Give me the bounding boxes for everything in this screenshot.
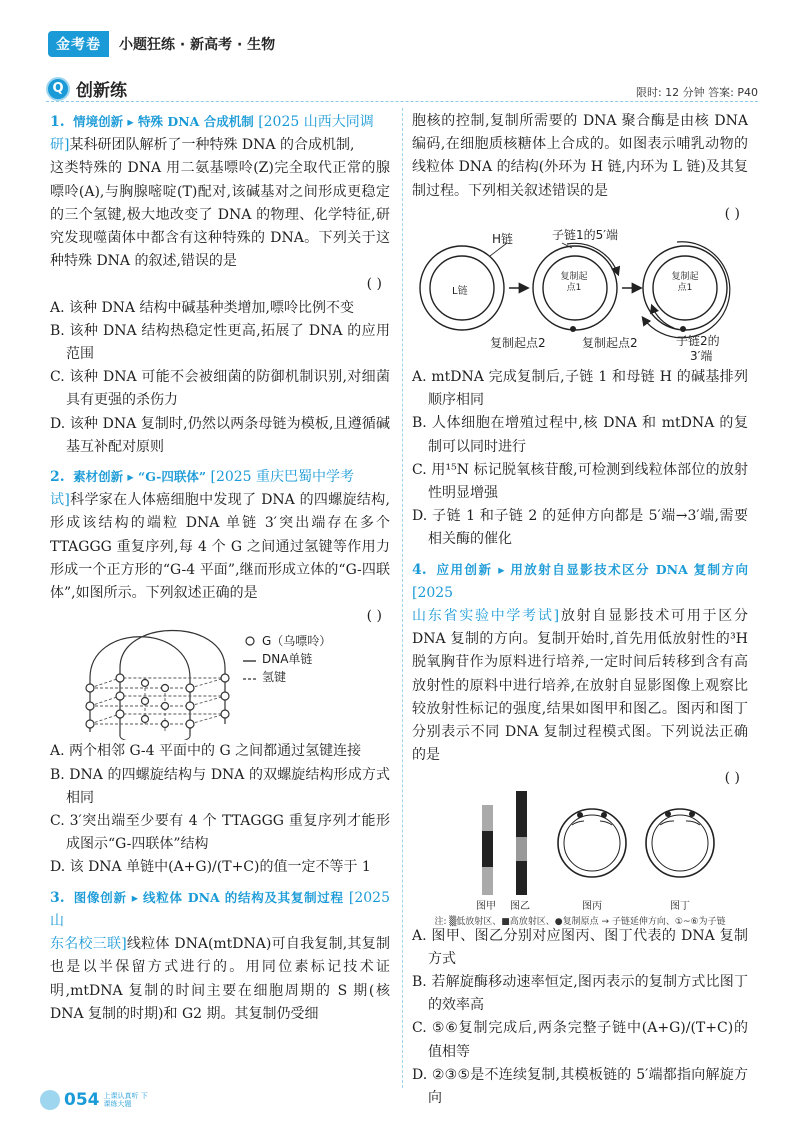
brand-badge: 金考卷: [48, 31, 109, 57]
section-heading: [46, 76, 127, 101]
question-source-cont: 东名校三联]: [50, 936, 127, 953]
label-origin1-b-num: 点1: [677, 283, 693, 294]
question-stem: 放射自显影技术可用于区分 DNA 复制的方向。复制开始时,首先用低放射性的³H 脱氧胸苷作为原料进行培养,一定时间后转移到含有高放射性的原料中进行培养,在放射自显影图像上观察比较放射性标记的强度,结果如图甲和图乙。图丙和图丁分别表示不同 DNA 复制过程模式图。下列说法正确的是: [412, 608, 748, 764]
label-daughter2: 子链2的: [676, 334, 720, 349]
question-source: [2025 山: [50, 889, 390, 929]
option-d: D. 子链 1 和子链 2 的延伸方向都是 5′端→3′端,需要相关酶的催化: [412, 508, 748, 548]
label-daughter2-3end: 3′端: [690, 349, 713, 364]
mascot-icon: [40, 1090, 60, 1110]
caption-fig-yi: 图乙: [510, 900, 530, 912]
label-origin2-a: 复制起点2: [490, 336, 546, 351]
question-source: [2025: [412, 584, 454, 601]
question-4: [412, 558, 748, 1111]
question-source-cont: 试]: [50, 492, 70, 509]
autoradiography-diagram: [412, 791, 748, 909]
label-origin1-num: 点1: [566, 283, 582, 294]
heading-divider: [46, 101, 758, 102]
option-d: D. 该 DNA 单链中(A+G)/(T+C)的值一定不等于 1: [50, 859, 371, 876]
answer-paren: ( ): [724, 770, 740, 787]
option-c: C. 3′突出端至少要有 4 个 TTAGGG 重复序列才能形成图示“G-四联体”结构: [50, 813, 390, 853]
magnifier-icon: Q: [46, 77, 70, 101]
caption-fig-bing: 图丙: [582, 900, 602, 912]
option-a: A. 两个相邻 G-4 平面中的 G 之间都通过氢键连接: [50, 743, 362, 760]
option-a: A. 图甲、图乙分别对应图丙、图丁代表的 DNA 复制方式: [412, 927, 748, 967]
time-limit-note: 限时: 12 分钟 答案: P40: [635, 86, 758, 99]
question-source: [2025 山西大同调: [258, 114, 374, 130]
question-stem: 科学家在人体癌细胞中发现了 DNA 的四螺旋结构,形成该结构的端粒 DNA 单链 3′突出端存在多个 TTAGGG 重复序列,每 4 个 G 之间通过氢键等作用力形成一个正方形的“G-4 平面”,继而形成立体的“G-四联体”,如图所示。下列叙述正确的是: [50, 492, 390, 602]
question-3-cont: [412, 110, 748, 552]
option-d: D. ②③⑤是不连续复制,其模板链的 5′端都指向解旋方向: [412, 1066, 748, 1107]
label-l-chain: L链: [452, 286, 468, 298]
question-tag: 情境创新 ▸ 特殊 DNA 合成机制: [73, 114, 254, 129]
option-a: A. 该种 DNA 结构中碱基种类增加,嘌呤比例不变: [50, 299, 354, 316]
label-h-chain: H链: [492, 232, 514, 247]
option-d: D. 该种 DNA 复制时,仍然以两条母链为模板,且遵循碱基互补配对原则: [50, 415, 390, 455]
question-stem-cont: 这类特殊的 DNA 用二氨基嘌呤(Z)完全取代正常的腺嘌呤(A),与胸腺嘧啶(T)配对,该碱基对之间形成更稳定的三个氢键,极大地改变了 DNA 的物理、化学特征,研究发现噬菌体中都含有这种特殊的 DNA。下列关于这种特殊 DNA 的叙述,错误的是: [50, 160, 390, 270]
question-1: [50, 110, 390, 459]
question-number: 4.: [412, 561, 427, 578]
legend-g: G（乌嘌呤）: [262, 634, 332, 649]
question-number: 1.: [50, 114, 65, 130]
question-stem: 某科研团队解析了一种特殊 DNA 的合成机制,: [69, 137, 355, 154]
option-a: A. mtDNA 完成复制后,子链 1 和母链 H 的碱基排列顺序相同: [412, 369, 748, 409]
question-number: 3.: [50, 889, 65, 906]
page-header: [48, 30, 275, 58]
column-divider: [402, 108, 403, 1088]
series-title: 小题狂练 · 新高考 · 生物: [119, 37, 276, 53]
question-tag: 应用创新 ▸ 用放射自显影技术区分 DNA 复制方向: [436, 561, 748, 577]
option-b: B. 该种 DNA 结构热稳定性更高,拓展了 DNA 的应用范围: [50, 322, 390, 363]
question-2: [50, 465, 390, 880]
g-quadruplex-diagram: [50, 628, 390, 740]
page-number: 054: [64, 1090, 100, 1110]
answer-paren: ( ): [366, 276, 382, 293]
option-c: C. 该种 DNA 可能不会被细菌的防御机制识别,对细菌具有更强的杀伤力: [50, 369, 390, 409]
label-origin2-b: 复制起点2: [582, 336, 638, 351]
question-tag: 素材创新 ▸ “G-四联体”: [73, 469, 207, 485]
legend-dna-strand: DNA单链: [262, 652, 313, 667]
right-column: [412, 110, 748, 1116]
question-source: [2025 重庆巴蜀中学考: [210, 469, 355, 486]
page-slogan: 上课认真听 下课练大题: [103, 1092, 148, 1108]
option-b: B. DNA 的四螺旋结构与 DNA 的双螺旋结构形成方式相同: [50, 766, 390, 806]
autoradiography-figure: [412, 791, 748, 925]
left-column: [50, 110, 390, 1032]
option-c: C. ⑤⑥复制完成后,两条完整子链中(A+G)/(T+C)的值相等: [412, 1020, 748, 1060]
answer-paren: ( ): [366, 608, 382, 625]
question-number: 2.: [50, 469, 65, 486]
mtdna-figure: [412, 226, 748, 366]
answer-paren: ( ): [724, 205, 740, 222]
g-quadruplex-figure: [50, 628, 390, 740]
figure-note: 注: ▒低放射区、■高放射区、●复制原点 → 子链延伸方向、①~⑥为子链: [434, 916, 726, 927]
label-origin1-b: 复制起: [671, 272, 699, 283]
option-b: B. 若解旋酶移动速率恒定,图丙表示的复制方式比图丁的效率高: [412, 974, 748, 1014]
question-source-cont: 山东省实验中学考试]: [412, 608, 560, 625]
caption-fig-ding: 图丁: [670, 900, 690, 912]
option-c: C. 用¹⁵N 标记脱氧核苷酸,可检测到线粒体部位的放射性明显增强: [412, 461, 748, 502]
question-stem: 线粒体 DNA(mtDNA)可自我复制,其复制也是以半保留方式进行的。用同位素标记技术证明,mtDNA 复制的时间主要在细胞周期的 S 期(核 DNA 复制的时期)和 G2 期。其复制仍受细: [50, 936, 390, 1022]
question-stem-cont: 胞核的控制,复制所需要的 DNA 聚合酶是由核 DNA 编码,在细胞质核糖体上合成的。如图表示哺乳动物的线粒体 DNA 的结构(外环为 H 链,内环为 L 链)及其复制过程。下列相关叙述错误的是: [412, 113, 748, 199]
label-daughter1-5end: 子链1的5′端: [552, 228, 618, 243]
caption-fig-jia: 图甲: [476, 900, 496, 912]
option-b: B. 人体细胞在增殖过程中,核 DNA 和 mtDNA 的复制可以同时进行: [412, 415, 748, 455]
section-title: 创新练: [76, 81, 127, 101]
label-origin1: 复制起: [560, 272, 588, 283]
question-tag: 图像创新 ▸ 线粒体 DNA 的结构及其复制过程: [73, 889, 344, 905]
page-footer: [40, 1090, 152, 1110]
question-3: [50, 886, 390, 1026]
legend-hydrogen-bond: 氢键: [262, 670, 287, 685]
question-source-cont: 研]: [50, 137, 70, 154]
